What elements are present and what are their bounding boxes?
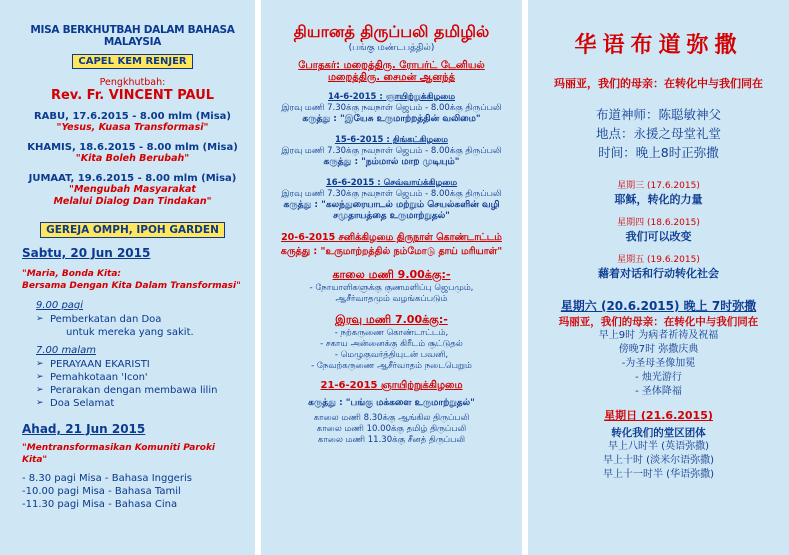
tamil-day-2 (267, 135, 516, 168)
tamil-feast-theme: கருத்து : "உருமாற்றத்தில் நம்மோடு தாய் மரியாள்" (280, 246, 503, 257)
list-item: 早上9时 为病者祈祷及祝福 (598, 330, 719, 341)
sunday-theme: "Mentransformasikan Komuniti Paroki Kita" (22, 443, 216, 465)
list-item: காலை மணி 11.30க்கு சீனத் திருப்பலி (317, 435, 466, 445)
mass-day-2: KHAMIS, 18.6.2015 - 8.00 mlm (Misa) (27, 142, 238, 153)
list-item: - நற்கருணை கொண்டாட்டம், (334, 328, 449, 338)
saturday-theme-2: Bersama Dengan Kita Dalam Transformasi" (22, 281, 241, 291)
tamil-preacher-1: போதகர்: மறைத்திரு. ரோபர்ட் டேனியல் (298, 60, 485, 71)
list-item: - மெழுகுவர்த்தியுடன் பவனி, (334, 350, 449, 360)
tamil-day-3 (267, 178, 516, 222)
saturday-list-1 (22, 313, 243, 326)
list-item: - 烛光游行 (635, 372, 682, 383)
chinese-sunday-theme: 转化我们的堂区团体 (611, 427, 706, 439)
chinese-theme-3: 藉着对话和行动转化社会 (598, 267, 719, 280)
tamil-panel (261, 0, 522, 555)
chinese-info (534, 105, 783, 162)
tamil-theme: கருத்து : "இயேசு உருமாற்றத்தின் வலிமை" (302, 114, 481, 124)
list-item: காலை மணி 8.30க்கு ஆங்கில திருப்பலி (313, 413, 470, 423)
chinese-sunday-list (534, 440, 783, 482)
tamil-sunday: 21-6-2015 ஞாயிற்றுக்கிழமை (320, 380, 463, 391)
list-item: - 圣体降福 (635, 386, 682, 397)
saturday-header: Sabtu, 20 Jun 2015 (22, 246, 151, 260)
list-item: ➢ Doa Selamat (50, 397, 243, 410)
chinese-title: 华语布道弥撒 (574, 33, 743, 58)
list-item: 早上十时 (淡米尔语弥撒) (603, 455, 714, 466)
chinese-location: 地点：永援之母堂礼堂 (595, 126, 721, 141)
chinese-panel (528, 0, 789, 555)
malay-panel (0, 0, 255, 555)
mass-day-1: RABU, 17.6.2015 - 8.00 mlm (Misa) (33, 111, 231, 122)
list-item: 早上十一时半 (华语弥撒) (603, 469, 714, 480)
saturday-theme-1: "Maria, Bonda Kita: (22, 269, 121, 279)
tamil-theme: கருத்து : "கலந்துரையாடல் மற்றும் செயல்களின் வழி சமுதாயத்தை உருமாற்றுதல்" (283, 200, 500, 221)
list-item: - நோயாளிகளுக்கு குணமளிப்பு ஜெபமும், (309, 283, 474, 293)
list-item: ➢ PERAYAAN EKARISTI (50, 358, 243, 371)
list-item: ➢ Pemahkotaan 'Icon' (50, 371, 243, 384)
tamil-sunday-theme: கருத்து : "பங்கு மக்களை உருமாற்றுதல்" (308, 398, 475, 408)
list-item: -11.30 pagi Misa - Bahasa Cina (22, 499, 178, 510)
list-item-cont: untuk mereka yang sakit. (66, 327, 194, 338)
tamil-evening: இரவு மணி 7.00க்கு:- (335, 313, 448, 326)
mass-day-3: JUMAAT, 19.6.2015 - 8.00 mlm (Misa) (28, 173, 237, 184)
chinese-theme-2: 我们可以改变 (625, 230, 692, 243)
tamil-date: 14-6-2015 : ஞாயிற்றுக்கிழமை (327, 92, 456, 102)
chinese-date-2: 星期四 (18.6.2015) (617, 218, 700, 228)
chinese-time: 时间：晚上8时正弥撒 (598, 145, 719, 160)
list-item: -10.00 pagi Misa - Bahasa Tamil (22, 486, 181, 497)
tamil-time: இரவு மணி 7.30க்கு நவநாள் ஜெபம் - 8.00க்கு திருப்பலி (281, 103, 502, 113)
tamil-time: இரவு மணி 7.30க்கு நவநாள் ஜெபம் - 8.00க்கு திருப்பலி (281, 189, 502, 199)
saturday-time-1: 9.00 pagi (36, 300, 84, 311)
tamil-subtitle: (பங்கு மண்டபத்தில்) (348, 43, 435, 53)
tamil-date: 16-6-2015 : செவ்வாய்க்கிழமை (325, 178, 458, 188)
preacher-label: Pengkhutbah: (99, 77, 166, 88)
list-item: ➢ Perarakan dengan membawa lilin (50, 384, 243, 397)
chinese-date-1: 星期三 (17.6.2015) (617, 181, 700, 191)
list-item: ஆசீர்வாதமும் வழங்கப்படும் (335, 294, 448, 304)
list-item: - 8.30 pagi Misa - Bahasa Inggeris (22, 473, 192, 484)
church-box: GEREJA OMPH, IPOH GARDEN (40, 222, 225, 238)
saturday-time-2: 7.00 malam (36, 345, 96, 356)
sunday-masses (22, 472, 243, 511)
chinese-theme-1: 耶稣，转化的力量 (614, 193, 703, 206)
chinese-preacher: 布道神师：陈聪敏神父 (595, 107, 721, 122)
list-item: - நேவற்கருணை ஆசீர்வாதம் நடைபெறும் (311, 361, 472, 371)
preacher-name: Rev. Fr. VINCENT PAUL (50, 88, 215, 103)
sunday-header: Ahad, 21 Jun 2015 (22, 422, 146, 436)
chinese-saturday-theme: 玛丽亚，我们的母亲：在转化中与我们同在 (558, 316, 759, 328)
tamil-theme: கருத்து : "நம்மால் மாற முடியும்" (323, 157, 460, 167)
mass-theme-2: "Kita Boleh Berubah" (75, 153, 190, 164)
list-item: 早上八时半 (英语弥撒) (608, 441, 709, 452)
malay-title: MISA BERKHUTBAH DALAM BAHASA MALAYSIA (30, 24, 235, 48)
list-item: 傍晚7时 弥撒庆典 (618, 344, 699, 355)
chinese-subtitle: 玛丽亚，我们的母亲：在转化中与我们同在 (554, 77, 763, 90)
tamil-title: தியானத் திருப்பலி தமிழில் (293, 22, 490, 41)
tamil-feast: 20-6-2015 சனிக்கிழமை திருநாள் கொண்டாட்டம் (281, 232, 502, 243)
mass-theme-3: "Mengubah Masyarakat Melalui Dialog Dan Tindakan" (53, 184, 212, 207)
tamil-day-1 (267, 92, 516, 125)
list-item: -为圣母圣像加冕 (621, 358, 696, 369)
tamil-date: 15-6-2015 : திங்கட்கிழமை (334, 135, 449, 145)
saturday-list-2 (22, 358, 243, 410)
chinese-sunday: 星期日 (21.6.2015) (604, 409, 713, 422)
chinese-date-3: 星期五 (19.6.2015) (617, 255, 700, 265)
tamil-morning: காலை மணி 9.00க்கு:- (332, 268, 451, 281)
list-item: ➢ Pemberkatan dan Doa (50, 313, 243, 326)
tamil-time: இரவு மணி 7.30க்கு நவநாள் ஜெபம் - 8.00க்கு திருப்பலி (281, 146, 502, 156)
list-item: - சகாய அன்னைக்கு கிரீடம் சூட்டுதல் (320, 339, 463, 349)
location-box: CAPEL KEM RENJER (72, 54, 192, 69)
tamil-preacher-2: மறைத்திரு. சைமன் ஆனந்த் (327, 72, 456, 83)
chinese-saturday-list (534, 329, 783, 399)
chinese-saturday: 星期六 (20.6.2015) 晚上 7时弥撒 (560, 299, 757, 313)
list-item: காலை மணி 10.00க்கு தமிழ் திருப்பலி (316, 424, 467, 434)
mass-theme-1: "Yesus, Kuasa Transformasi" (56, 122, 209, 133)
